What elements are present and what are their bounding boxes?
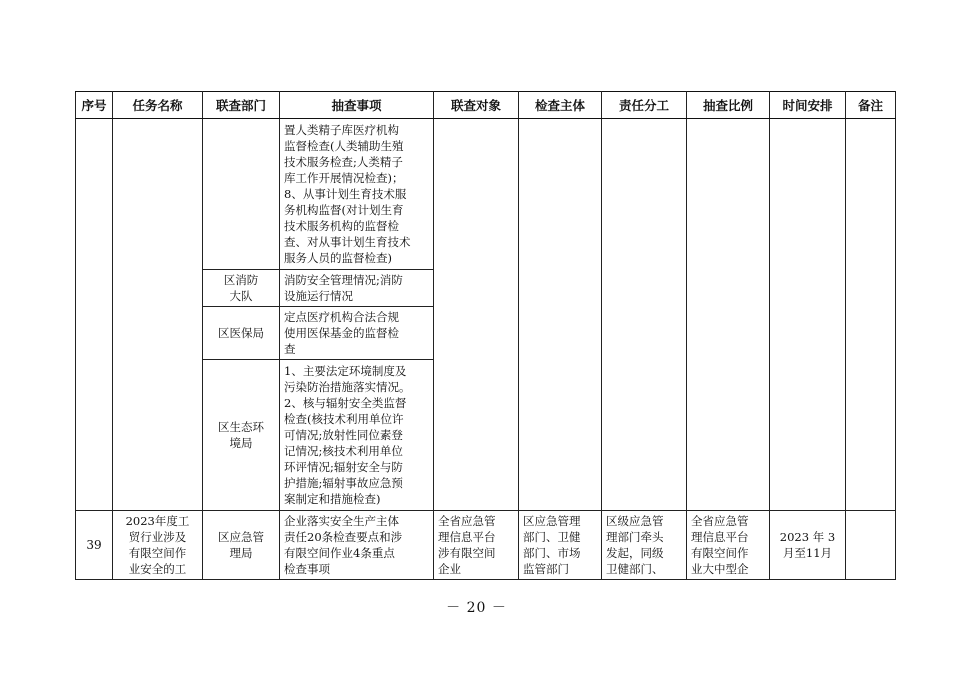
header-joint-objects: 联查对象 <box>434 92 519 119</box>
seq-cell-continued <box>76 119 113 511</box>
object-cell: 全省应急管 理信息平台 涉有限空间 企业 <box>434 511 519 580</box>
duty-cell-continued <box>602 119 687 511</box>
header-row <box>76 92 896 119</box>
header-task-name: 任务名称 <box>113 92 203 119</box>
seq-cell: 39 <box>76 511 113 580</box>
header-notes: 备注 <box>846 92 896 119</box>
page-number: － 20 － <box>446 600 507 616</box>
dept-cell <box>203 119 280 270</box>
header-joint-dept: 联查部门 <box>203 92 280 119</box>
dept-cell: 区消防 大队 <box>203 270 280 307</box>
duty-cell: 区级应急管 理部门牵头 发起，同级 卫健部门、 <box>602 511 687 580</box>
header-schedule: 时间安排 <box>770 92 846 119</box>
task-cell: 2023年度工 贸行业涉及 有限空间作 业安全的工 <box>113 511 203 580</box>
inspection-table <box>75 91 896 580</box>
items-cell: 企业落实安全生产主体 责任20条检查要点和涉 有限空间作业4条重点 检查事项 <box>280 511 434 580</box>
subject-cell-continued <box>519 119 602 511</box>
header-seq: 序号 <box>76 92 113 119</box>
header-sampling-ratio: 抽查比例 <box>687 92 770 119</box>
schedule-cell: 2023 年 3 月至11月 <box>770 511 846 580</box>
items-cell: 置人类精子库医疗机构 监督检查(人类辅助生殖 技术服务检查;人类精子 库工作开展情况检查)； 8、从事计划生育技术服 务机构监督(对计划生育 技术服务机构的监督检 查、对从事计划生育技术 服务人员的监督检查) <box>280 119 434 270</box>
items-cell: 1、主要法定环境制度及 污染防治措施落实情况。 2、核与辐射安全类监督 检查(核技术利用单位许 可情况;放射性同位素登 记情况;核技术利用单位 环评情况;辐射安全与防 护措施;辐射事故应急预 案制定和措施检查) <box>280 360 434 511</box>
header-inspection-subject: 检查主体 <box>519 92 602 119</box>
items-cell: 消防安全管理情况;消防 设施运行情况 <box>280 270 434 307</box>
dept-cell: 区医保局 <box>203 307 280 360</box>
header-inspection-items: 抽查事项 <box>280 92 434 119</box>
header-responsibility: 责任分工 <box>602 92 687 119</box>
object-cell-continued <box>434 119 519 511</box>
table-row <box>76 119 896 270</box>
ratio-cell: 全省应急管 理信息平台 有限空间作 业大中型企 <box>687 511 770 580</box>
subject-cell: 区应急管理 部门、卫健 部门、市场 监管部门 <box>519 511 602 580</box>
dept-cell: 区生态环 境局 <box>203 360 280 511</box>
note-cell <box>846 511 896 580</box>
schedule-cell-continued <box>770 119 846 511</box>
items-cell: 定点医疗机构合法合规 使用医保基金的监督检 查 <box>280 307 434 360</box>
dept-cell: 区应急管 理局 <box>203 511 280 580</box>
task-cell-continued <box>113 119 203 511</box>
ratio-cell-continued <box>687 119 770 511</box>
table-row-39 <box>76 511 896 580</box>
note-cell-continued <box>846 119 896 511</box>
